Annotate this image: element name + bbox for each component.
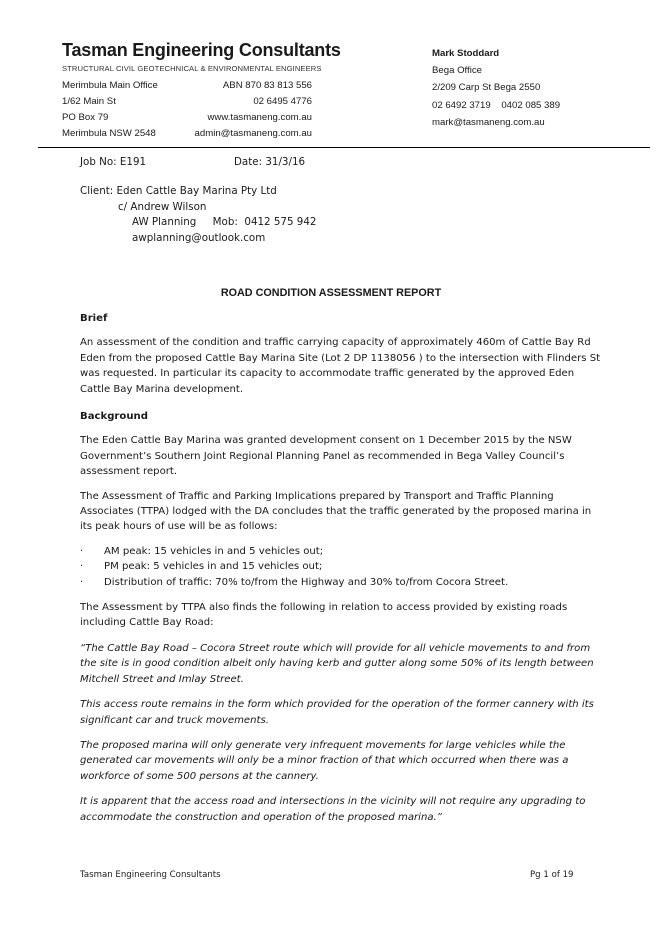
background-paragraph-1: The Eden Cattle Bay Marina was granted development consent on 1 December 2015 by the NSW Government’s Southern Joint Regional Planning Panel as recommended in Bega Valley Council’s assessment report. xyxy=(80,435,572,478)
suburb: Merimbula NSW 2548 xyxy=(62,128,156,139)
suburb-row xyxy=(62,126,312,142)
brief-text: An assessment of the condition and traffic carrying capacity of approximately 460m of Cattle Bay Rd Eden from the proposed Cattle Bay Marina Site (Lot 2 DP 1138056 ) to the intersection with Flinders St was requested. In particular its capacity to accommodate traffic generated by the approved Eden Cattle Bay Marina development. xyxy=(80,337,601,395)
list-item xyxy=(80,559,602,574)
company-tagline: STRUCTURAL CIVIL GEOTECHNICAL & ENVIRONMENTAL ENGINEERS xyxy=(62,64,322,73)
contact-name: Mark Stoddard xyxy=(432,48,500,59)
client-email-link[interactable]: awplanning@outlook.com xyxy=(132,231,266,244)
company-name: Tasman Engineering Consultants xyxy=(62,40,341,60)
quote-paragraph-3: The proposed marina will only generate very infrequent movements for large vehicles while the generated car movements will only be a minor fraction of that which occurred when there was a workforce of some 500 persons at the cannery. xyxy=(80,739,569,782)
bega-office-details xyxy=(432,45,560,131)
header-divider xyxy=(38,147,650,148)
job-number: Job No: E191 xyxy=(80,156,147,168)
background-paragraph-3: The Assessment by TTPA also finds the following in relation to access provided by existing roads including Cattle Bay Road: xyxy=(80,602,568,629)
main-office-details xyxy=(62,78,312,142)
admin-email-link[interactable]: admin@tasmaneng.com.au xyxy=(194,128,312,139)
po-box: PO Box 79 xyxy=(62,112,109,123)
bega-address: 2/209 Carp St Bega 2550 xyxy=(432,82,541,94)
quote-paragraph-2: This access route remains in the form which provided for the operation of the former cannery with its significant car and truck movements. xyxy=(80,699,594,726)
bullet-text: AM peak: 15 vehicles in and 5 vehicles out; xyxy=(104,545,324,557)
bullet-glyph: · xyxy=(80,561,84,573)
traffic-bullet-list xyxy=(80,544,602,590)
bullet-glyph: · xyxy=(80,545,84,557)
job-date: Date: 31/3/16 xyxy=(234,156,306,168)
page-number: Pg 1 of 19 xyxy=(530,870,574,880)
footer-company: Tasman Engineering Consultants xyxy=(80,870,221,880)
pobox-row xyxy=(62,110,312,126)
list-item xyxy=(80,544,602,559)
background-section xyxy=(80,409,602,825)
brief-section xyxy=(80,311,602,397)
street-address: 1/62 Main St xyxy=(62,96,116,107)
client-company-mobile: AW Planning Mob: 0412 575 942 xyxy=(132,216,317,229)
website-link[interactable]: www.tasmaneng.com.au xyxy=(207,112,312,123)
client-block xyxy=(80,184,316,246)
client-name: Client: Eden Cattle Bay Marina Pty Ltd xyxy=(80,185,277,197)
quote-paragraph-1: “The Cattle Bay Road – Cocora Street route which will provide for all vehicle movements to and from the site is in good condition albeit only having kerb and gutter along some 50% of its length between Mitchell Street and Imlay Street. xyxy=(80,642,594,685)
report-title: ROAD CONDITION ASSESSMENT REPORT xyxy=(220,287,442,299)
office-row xyxy=(62,78,312,94)
contact-email-link[interactable]: mark@tasmaneng.com.au xyxy=(432,116,545,128)
bega-office-label: Bega Office xyxy=(432,65,482,77)
bullet-text: Distribution of traffic: 70% to/from the Highway and 30% to/from Cocora Street. xyxy=(104,576,509,588)
client-contact: c/ Andrew Wilson xyxy=(118,200,207,213)
bullet-text: PM peak: 5 vehicles in and 15 vehicles out; xyxy=(104,561,323,573)
brief-heading: Brief xyxy=(80,313,108,324)
abn: ABN 870 83 813 556 xyxy=(222,80,312,91)
bega-phones: 02 6492 3719 0402 085 389 xyxy=(432,99,561,111)
background-heading: Background xyxy=(80,411,148,422)
bullet-glyph: · xyxy=(80,576,84,588)
quote-paragraph-4: It is apparent that the access road and intersections in the vicinity will not require any upgrading to accommodate the construction and operation of the proposed marina.” xyxy=(80,796,586,823)
office-phone: 02 6495 4776 xyxy=(253,96,312,107)
list-item xyxy=(80,575,602,590)
office-label: Merimbula Main Office xyxy=(62,80,158,91)
background-paragraph-2: The Assessment of Traffic and Parking Implications prepared by Transport and Traffic Planning Associates (TTPA) lodged with the DA concludes that the traffic generated by the proposed marina in its peak hours of use will be as follows: xyxy=(80,490,592,533)
street-row xyxy=(62,94,312,110)
